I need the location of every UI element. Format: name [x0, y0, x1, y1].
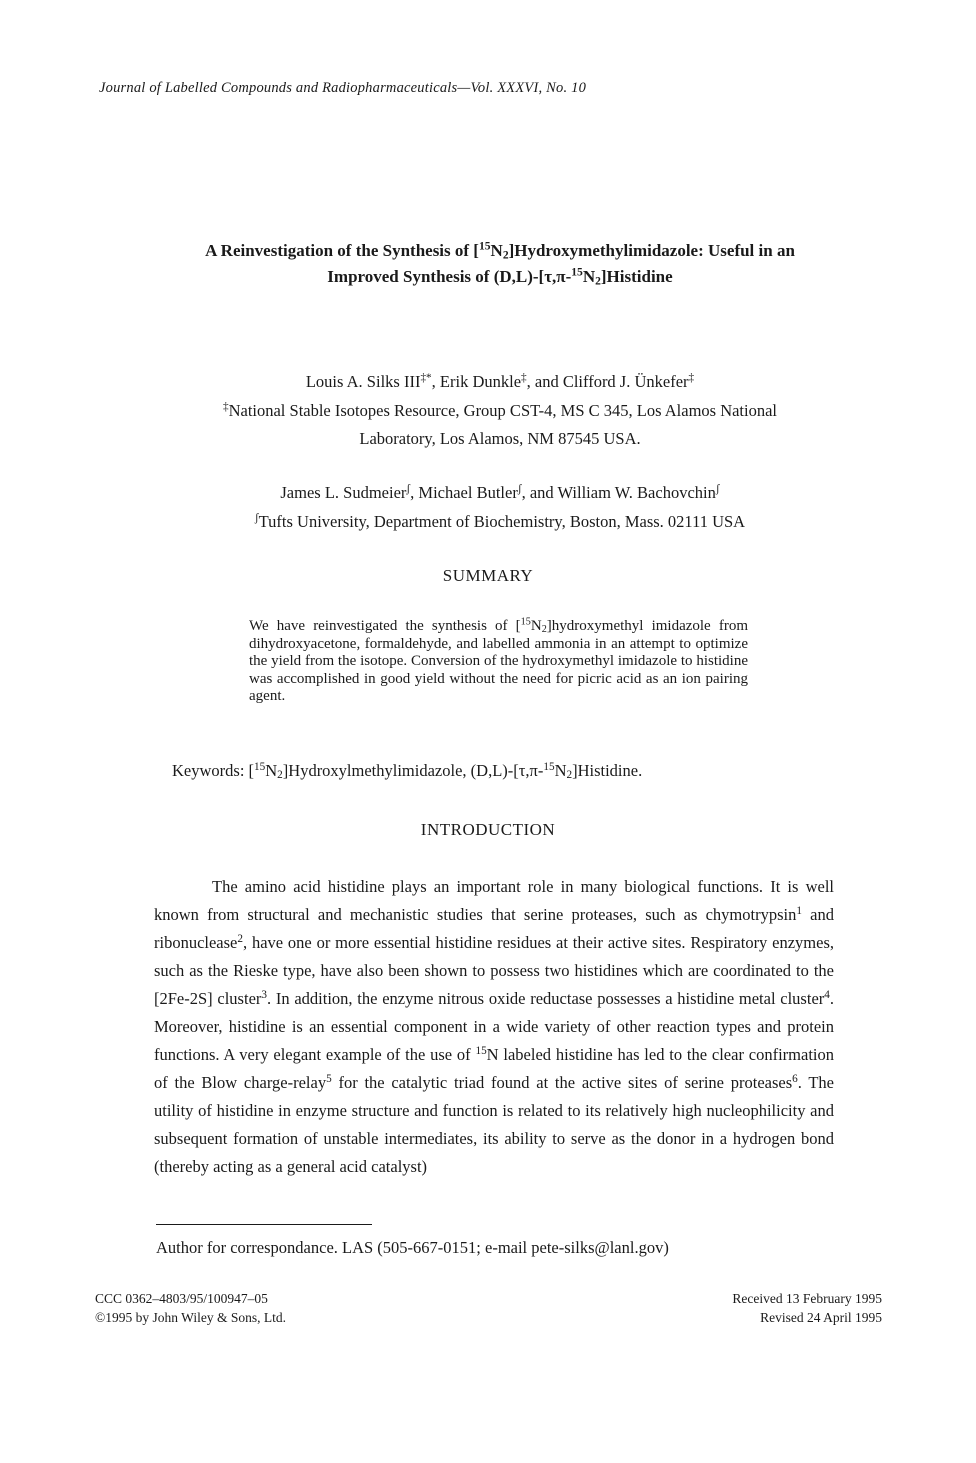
ccc-code: CCC 0362–4803/95/100947–05	[95, 1291, 268, 1306]
copyright-line: ©1995 by John Wiley & Sons, Ltd.	[95, 1310, 286, 1325]
superscript: 15	[520, 616, 531, 628]
superscript: 15	[478, 239, 491, 253]
summary-text-part: N	[530, 618, 542, 634]
reference-mark: 5	[326, 1072, 332, 1085]
author-name: Louis A. Silks III	[305, 372, 421, 391]
affiliation-mark: ‡	[222, 400, 229, 413]
revised-date: Revised 24 April 1995	[760, 1310, 882, 1325]
body-text: . In addition, the enzyme nitrous oxide reductase possesses a histidine metal cluster	[267, 989, 825, 1008]
superscript: 15	[571, 265, 583, 279]
superscript: 15	[254, 760, 266, 773]
title-text: A Reinvestigation of the Synthesis of [	[205, 241, 479, 260]
reference-mark: 6	[792, 1072, 798, 1085]
title-line-1	[100, 238, 900, 264]
author-list-2	[60, 483, 940, 503]
keywords-text: Keywords: [	[172, 761, 255, 780]
affiliation-mark: ‡	[521, 371, 527, 384]
affiliation-text: Tufts University, Department of Biochemistry, Boston, Mass. 02111 USA	[258, 512, 746, 531]
title-line-2	[100, 264, 900, 290]
body-text: N labeled histidine has led to the clear confirmation of the Blow charge-relay	[154, 1045, 834, 1092]
subscript: 2	[502, 248, 509, 262]
footer-copyright	[95, 1289, 286, 1327]
affiliation-mark: ʃ	[715, 482, 720, 495]
introduction-paragraph	[154, 873, 834, 1181]
subscript: 2	[277, 769, 283, 782]
body-text: and ribonuclease	[154, 905, 834, 952]
body-text: The amino acid histidine plays an important role in many biological functions. It is well known from structural and mechanistic studies that serine proteases, such as chymotrypsin	[154, 877, 834, 924]
author-name: , Michael Butler	[410, 483, 518, 502]
summary-heading: SUMMARY	[442, 566, 534, 585]
subscript: 2	[541, 624, 547, 636]
author-name: , and William W. Bachovchin	[521, 483, 716, 502]
body-text: . Moreover, histidine is an essential component in a wide variety of other reaction types and protein functions. A very elegant example of the use of	[154, 989, 834, 1064]
affiliation-mark: ‡*	[420, 371, 432, 384]
isotope-superscript: 15	[475, 1044, 487, 1057]
reference-mark: 2	[237, 932, 243, 945]
affiliation-1-line-2: Laboratory, Los Alamos, NM 87545 USA.	[359, 429, 641, 448]
superscript: 15	[543, 760, 555, 773]
reference-mark: 1	[796, 904, 802, 917]
subscript: 2	[566, 769, 573, 782]
introduction-heading: INTRODUCTION	[420, 820, 556, 839]
affiliation-mark: ʃ	[254, 511, 259, 524]
summary-text	[249, 618, 748, 706]
keywords-text: ]Hydroxylmethylimidazole, (D,L)-[τ,π-	[282, 761, 544, 780]
body-text: for the catalytic triad found at the active sites of serine proteases	[331, 1073, 793, 1092]
keywords-text: ]Histidine.	[572, 761, 643, 780]
body-text: . The utility of histidine in enzyme structure and function is related to its relatively high nucleophilicity and subsequent formation of unstable intermediates, its ability to serve as the donor in a hydrogen bond (thereby acting as a general acid catalyst)	[154, 1073, 834, 1176]
keywords-text: N	[265, 761, 278, 780]
author-name: James L. Sudmeier	[280, 483, 407, 502]
title-text: N	[490, 241, 503, 260]
introduction-body	[154, 873, 834, 1181]
subscript: 2	[595, 274, 601, 288]
paper-title	[100, 238, 900, 290]
summary-text-part: We have reinvestigated the synthesis of [	[249, 618, 521, 634]
affiliation-mark: ‡	[688, 371, 695, 384]
keywords	[172, 761, 642, 781]
reference-mark: 4	[824, 988, 830, 1001]
affiliation-text: National Stable Isotopes Resource, Group CST-4, MS C 345, Los Alamos National	[228, 401, 778, 420]
title-text: ]Hydroxymethylimidazole: Useful in an	[508, 241, 795, 260]
body-text: , have one or more essential histidine residues at their active sites. Respiratory enzymes, such as the Rieske type, have also been shown to possess two histidines which are coordinated to the [2Fe-2S] cluster	[154, 933, 834, 1008]
journal-header: Journal of Labelled Compounds and Radiopharmaceuticals—Vol. XXXVI, No. 10	[99, 80, 587, 96]
received-date: Received 13 February 1995	[732, 1291, 882, 1306]
affiliation-1-line-1	[60, 401, 940, 421]
footnote-rule	[156, 1224, 372, 1225]
author-list-1	[60, 372, 940, 392]
summary-text-part: ]hydroxymethyl imidazole from dihydroxyacetone, formaldehyde, and labelled ammonia in an attempt to optimize the yield from the isotope. Conversion of the hydroxymethyl imidazole to histidine was accomplished in good yield without the need for picric acid as an ion pairing agent.	[249, 618, 749, 705]
title-text: ]Histidine	[600, 267, 673, 286]
author-name: , Erik Dunkle	[431, 372, 522, 391]
reference-mark: 3	[261, 988, 267, 1001]
correspondence-footnote: Author for correspondance. LAS (505-667-0151; e-mail pete-silks@lanl.gov)	[156, 1238, 669, 1257]
author-name: , and Clifford J. Ünkefer	[526, 372, 689, 391]
footer-dates	[732, 1289, 882, 1327]
affiliation-mark: ʃ	[517, 482, 522, 495]
affiliation-mark: ʃ	[406, 482, 411, 495]
affiliation-2	[60, 512, 940, 532]
title-text: N	[582, 267, 596, 286]
title-text: Improved Synthesis of (D,L)-[τ,π-	[327, 267, 572, 286]
keywords-text: N	[554, 761, 567, 780]
